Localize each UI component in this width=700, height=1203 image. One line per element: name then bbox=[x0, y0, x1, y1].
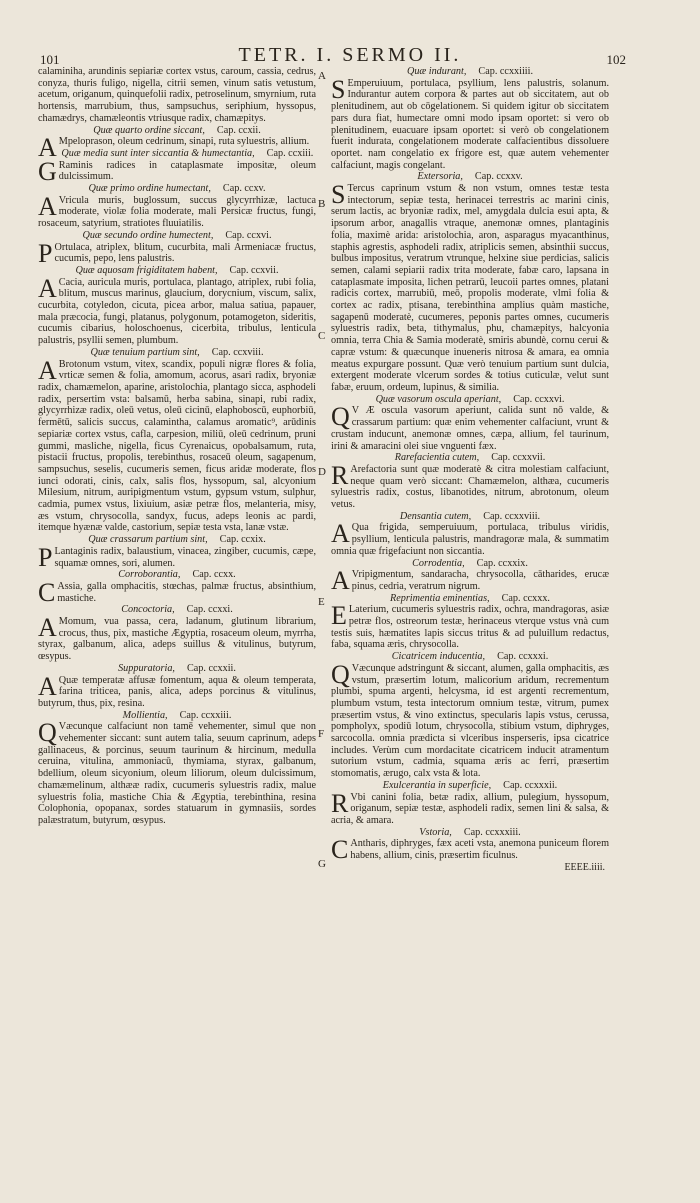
drop-cap: P bbox=[38, 238, 53, 268]
chapter-number: Cap. ccxxix. bbox=[476, 557, 528, 569]
entry-text: Assia, galla omphacitis, stœchas, palmæ fructus, absinthium, mastiche. bbox=[57, 580, 316, 604]
margin-letter: B bbox=[318, 198, 326, 210]
heading-text: Reprimentia eminentias, bbox=[390, 592, 490, 604]
section-heading bbox=[38, 125, 316, 137]
entry-paragraph bbox=[38, 238, 316, 268]
heading-text: Concoctoria, bbox=[121, 604, 175, 616]
entry-paragraph bbox=[331, 566, 609, 596]
heading-text: Quæ tenuium partium sint, bbox=[90, 346, 200, 358]
heading-text: Quæ quarto ordine siccant, bbox=[93, 124, 205, 136]
section-heading bbox=[331, 780, 609, 792]
heading-text: Corroborantia, bbox=[118, 569, 181, 581]
entry-paragraph bbox=[38, 613, 316, 663]
entry-text: Qua frigida, semperuiuum, portulaca, tribulus viridis, psyllium, lenticula palustris, mandragoræ mala, & summatim omnia quæ frigefaciunt non siccantia. bbox=[331, 522, 609, 557]
entry-paragraph bbox=[38, 355, 316, 535]
section-heading bbox=[331, 651, 609, 663]
running-title: TETR. I. SERMO II. bbox=[238, 44, 462, 66]
entry-text: Væcunque calfaciunt non tamē vehementer, simul que non vehementer siccant: sunt autem talia, seuum caprinum, adeps gallinaceus, & porcinus, seuum taurinum & hircinum, medulla ceruina, vitulina, ammoniacū, thymiama, styrax, galbanum, bdellium, oleum sicyonium, oleum liliorum, oleum dulcissimum, chamæmelinum, althææ radix, cucumeris syluestris radix, malue syluestris folia, mastiche Chia & Ægyptia, terebinthina, resina Colophonia, opopanax, sordes statuarum in gymnasiis, sordes palæstratum, butyrum, œsypus. bbox=[38, 721, 316, 826]
heading-text: Quæ aquosam frigiditatem habent, bbox=[75, 264, 218, 276]
section-heading bbox=[331, 66, 609, 78]
section-heading bbox=[38, 183, 316, 195]
entry-text: Brotonum vstum, vitex, scandix, populi nigræ flores & folia, vrticæ semen & folia, amomum, acorus, asari radix, bryoniæ radix, chamæmelon, aparine, aristolochia, plantago sicca, asphodeli radix, persertim vsta: balsamū, herba sabina, sinapi, rubi radix, glycyrrhizæ radix, oleū vetus, oleū cicinū, elaphoboscū, euphorbiū, fermētū, salicis succus, calamintha, calamus aromatic⁹, arūdinis sepiariæ cortex vstus, cafla, carpesion, miliū, oleū cedrinum, pruni gummi, masliche, nigella, ficus Cyrenaicus, opobalsamum, ruta, pistacii fructus, propolis, terebinthus, rosaceū oleum, sagapenum, sampsuchus, seselis, cucumeris semen, ficus aridæ moderate, flos iunci odorati, cinis, calx, salis flos, hyssopum, sal, alcyonium Milesium, nitrum, auripigmentum vstum, gypsum vstum, sulphur, cadmia, pumex vstus, lixiuium, asiæ petræ flos, melanteria, misy, æs vstum, chrysocolla, sandyx, fucus, adeps leonis ac pardi, itemque hyænæ valde, castorium, sepiæ testa vsta, lanæ vstæ. bbox=[38, 358, 316, 534]
margin-letter: E bbox=[318, 596, 325, 608]
chapter-number: Cap. ccxxii. bbox=[186, 662, 236, 674]
entry-text: Tercus caprinum vstum & non vstum, omnes testæ testa intectorum, sepiæ testa, herinacei terrestris ac marini cinis, serum lactis, ac bryoniæ radix, mel, amygdala dulcia esui apta, & ipsorum arbor, anagallis vtraque, anemonæ omnes, plantaginis folia, maximè arida: aristolochia, aron, asparagus myacanthinus, staphis agrestis, asphodeli radix, atriplicis semen, absinthii succus, bulbus impositus, veratrum vtrunque, helxine siue perdicias, salicis semen, calami sepiarii radix trita moderate, fabæ caro, lapsana in cataplasmate imposita, lichen petrarū, leucoii partes omnes, platani radicis cortex, marrubiū, meō, propolis moderate, vlmi folia & cortex ac radix, ptisana, terebinthina amplius quàm mastiche, sagapenū moderatè, cucumeres, peponis partes omnes, cucumeris syluestris radix, beta, tithymalus, phu, chamæpitys, halcyonia omnia, terra Chia & Samia moderatè, smiris abundè, cornu cerui & capræ vstum: & quæcunque inueneris nitrosa & amara, ea omnia meatus expurgare possunt. Quæ verò tenuium partium sunt dulcia, extergent moderate vlcerum sordes & totius cuticulæ, velut sunt fabæ, eruum, ordeum, lupinus, & similia. bbox=[331, 183, 609, 393]
section-heading bbox=[38, 347, 316, 359]
section-heading bbox=[38, 569, 316, 581]
drop-cap: A bbox=[331, 519, 350, 549]
heading-text: Extersoria, bbox=[417, 171, 463, 183]
drop-cap: A bbox=[38, 273, 57, 303]
heading-text: Quæ indurant, bbox=[406, 66, 467, 77]
entry-text: Ortulaca, atriplex, blitum, cucurbita, mali Armeniacæ fructus, cucumis, pepo, lens palustris. bbox=[54, 241, 316, 265]
heading-text: Cicatricem inducentia, bbox=[391, 651, 486, 663]
chapter-number: Cap. ccxx. bbox=[192, 569, 236, 581]
chapter-number: Cap. ccxxv. bbox=[474, 171, 523, 183]
margin-letter: F bbox=[318, 728, 325, 740]
entry-paragraph bbox=[38, 156, 316, 186]
entry-paragraph bbox=[331, 601, 609, 651]
entry-text: Vbi canini folia, betæ radix, allium, pulegium, hyssopum, origanum, sepiæ testæ, asphodeli radix, semen lini & salsa, & acria, & amara. bbox=[331, 791, 609, 826]
chapter-number: Cap. ccxvii. bbox=[229, 264, 279, 276]
heading-text: Vstoria, bbox=[419, 826, 452, 838]
entry-paragraph bbox=[331, 788, 609, 827]
chapter-number: Cap. ccxviii. bbox=[211, 346, 264, 358]
heading-text: Corrodentia, bbox=[412, 557, 465, 569]
heading-text: Quæ primo ordine humectant, bbox=[88, 183, 211, 195]
signature-mark: EEEE.iiii. bbox=[564, 861, 605, 873]
chapter-number: Cap. ccxii. bbox=[216, 124, 261, 136]
entry-text: Lantaginis radix, balaustium, vinacea, zingiber, cucumis, cæpe, squamæ omnes, sori, alumen. bbox=[54, 545, 316, 569]
entry-text: Emperuiuum, portulaca, psyllium, lens palustris, solanum. Indurantur autem corpora & partes aut ob siccitatem, aut ob plenitudinem, aut ob cōgelationem. Si quidem igitur ob siccitatem pars dura fiat, humectare omni modo ipsam oportet: si vero ob plenitudinem, euacuare ipsam oportet: si verò ob congelationem fuerit indurata, congelationem moderate calfacientibus dissoluere oportet. nam congelatio ex frigore est, quæ autem vehementer calfaciunt, magis congelant. bbox=[331, 77, 609, 171]
entry-paragraph bbox=[331, 519, 609, 557]
drop-cap: A bbox=[38, 613, 57, 643]
drop-cap: C bbox=[331, 835, 349, 865]
entry-paragraph bbox=[38, 577, 316, 607]
drop-cap: Q bbox=[331, 402, 350, 432]
heading-text: Suppuratoria, bbox=[118, 662, 175, 674]
entry-paragraph bbox=[331, 460, 609, 511]
entry-text: V Æ oscula vasorum aperiunt, calida sunt nō valde, & crassarum partium: quæ enim vehementer calfaciunt, vrunt & crustam inducunt, anemonæ omnes, cæpa, allium, fel taurinum, irini & amaracini olei siue vnguenti fæx. bbox=[331, 405, 609, 452]
section-heading bbox=[38, 710, 316, 722]
entry-text: Raminis radices in cataplasmate impositæ, oleum dulcissimum. bbox=[58, 159, 316, 183]
margin-letter: C bbox=[318, 330, 326, 342]
heading-text: Mollientia, bbox=[122, 709, 168, 721]
entry-text: Antharis, diphryges, fæx aceti vsta, anemona puniceum florem habens, allium, cinis, præsertim ficulnus. bbox=[350, 838, 609, 862]
drop-cap: A bbox=[331, 566, 350, 596]
drop-cap: R bbox=[331, 788, 349, 818]
drop-cap: P bbox=[38, 542, 53, 572]
entry-paragraph bbox=[38, 191, 316, 230]
section-heading bbox=[38, 534, 316, 546]
drop-cap: Q bbox=[38, 718, 57, 748]
drop-cap: C bbox=[38, 577, 56, 607]
entry-paragraph bbox=[331, 74, 609, 172]
section-heading bbox=[331, 593, 609, 605]
margin-letter: D bbox=[318, 466, 326, 478]
drop-cap: S bbox=[331, 74, 346, 104]
entry-paragraph bbox=[38, 273, 316, 347]
entry-text: Cacia, auricula muris, portulaca, plantago, atriplex, rubi folia, blitum, muscus marinus, glaucium, dorycnium, viscum, salix, cucurbita, cotyledon, cicuta, picea arbor, malua satiua, papauer, mala præcocia, fungi, platanus, polygonum, potamogeton, sideritis, cucumis cibarius, holoschoenus, cicerbita, tribulus, lenticula palustris, psyllii semen, plumbum. bbox=[38, 276, 316, 347]
folio-left: 101 bbox=[40, 52, 60, 67]
chapter-number: Cap. ccxxxii. bbox=[503, 779, 558, 791]
section-heading bbox=[38, 663, 316, 675]
drop-cap: E bbox=[331, 601, 347, 631]
heading-text: Quæ media sunt inter siccantia & humectantia, bbox=[61, 147, 255, 159]
section-heading bbox=[331, 171, 609, 183]
entry-text: Mpeloprason, oleum cedrinum, sinapi, ruta syluestris, allium. bbox=[58, 136, 310, 148]
chapter-number: Cap. ccxxxi. bbox=[497, 651, 549, 663]
chapter-number: Cap. ccxxviii. bbox=[483, 510, 541, 522]
drop-cap: A bbox=[38, 355, 57, 385]
entry-paragraph bbox=[38, 542, 316, 572]
entry-text: Væcunque adstringunt & siccant, alumen, galla omphacitis, æs vstum, præsertim lotum, malicorium aridum, recrementum plumbi, spuma argenti, helcysma, id est argenti recrementum, plumbum vstum, testa intectorum omnium testæ, vitrum, pumex præsertim vstus, & vino extinctus, specularis lapis vstus, cerussa, pompholyx, spodiū lotum, chrysocolla, stibium vstum, diphryges, sarcocolla. omnia prædicta si vlceribus insperseris, ipsa cicatrice includes. Verùm cum mordacitate cicatricem inducit atramentum sutorium vstum, cadmia, squama æris ac ferri, præsertim stomomatis, ærugo, calx vsta & lota. bbox=[331, 662, 609, 780]
heading-text: Quæ vasorum oscula aperiant, bbox=[375, 393, 502, 405]
drop-cap: S bbox=[331, 180, 346, 210]
margin-letter: G bbox=[318, 858, 326, 870]
entry-paragraph bbox=[38, 671, 316, 710]
right-column bbox=[331, 66, 609, 874]
section-heading bbox=[331, 452, 609, 464]
drop-cap: A bbox=[38, 133, 57, 163]
chapter-number: Cap. ccxxvi. bbox=[513, 393, 565, 405]
continued-text: calaminiha, arundinis sepiariæ cortex vstus, caroum, cassia, cedrus, conyza, thuris fuligo, nigella, citrii semen, vinum satis vetustum, acetum, origanum, quinquefolii radix, petroselinum, smyrnium, ruta hortensis, marrubium, thus, sampsuchus, seriphium, hyssopus, chamædrys, chamæleontis vtriusque radix, chamæpitys. bbox=[38, 66, 316, 124]
chapter-number: Cap. ccxxi. bbox=[186, 604, 233, 616]
entry-text: Quæ temperatæ affusæ fomentum, aqua & oleum temperata, farina triticea, panis, alica, adeps porcinus & vitulinus, butyrum, thus, pix, resina. bbox=[38, 674, 316, 709]
heading-text: Exulcerantia in superficie, bbox=[382, 779, 492, 791]
section-heading bbox=[331, 511, 609, 523]
entry-text: Vripigmentum, sandaracha, chrysocolla, cātharides, erucæ pinus, cedria, veratrum nigrum. bbox=[351, 569, 609, 592]
entry-text: Laterium, cucumeris syluestris radix, ochra, mandragoras, asiæ petræ flos, ostreorum testæ, herinaceus vterque vstus vnà cum testis suis, hæmatites lapis siccus tritus & ad puluillum redactus, faba, squama æris, chrysocolla. bbox=[331, 604, 609, 651]
drop-cap: A bbox=[38, 191, 57, 221]
section-heading bbox=[38, 230, 316, 242]
chapter-number: Cap. ccxv. bbox=[222, 183, 266, 195]
drop-cap: G bbox=[38, 156, 57, 186]
chapter-number: Cap. ccxxiiii. bbox=[478, 66, 534, 77]
section-heading bbox=[331, 827, 609, 839]
entry-text: Vricula muris, buglossum, succus glycyrrhizæ, lactuca moderate, violæ folia moderate, mali Persicæ fructus, fungi, rosaceum, satyrium, stratiotes fluuiatilis. bbox=[38, 194, 316, 230]
entry-paragraph bbox=[331, 180, 609, 394]
drop-cap: R bbox=[331, 460, 349, 490]
chapter-number: Cap. ccxvi. bbox=[225, 229, 272, 241]
entry-text: Momum, vua passa, cera, ladanum, glutinum librarium, crocus, thus, pix, mastiche Ægyptia, rosaceum oleum, myrrha, styrax, galbanum, alica, adeps suillus & vitulinus, butyrum, œsypus. bbox=[38, 616, 316, 663]
entry-paragraph bbox=[38, 718, 316, 826]
drop-cap: Q bbox=[331, 659, 350, 689]
section-heading bbox=[38, 604, 316, 616]
chapter-number: Cap. ccxiii. bbox=[266, 147, 314, 159]
heading-text: Densantia cutem, bbox=[399, 510, 472, 522]
section-heading bbox=[331, 558, 609, 570]
heading-text: Quæ crassarum partium sint, bbox=[88, 534, 208, 546]
entry-paragraph bbox=[331, 402, 609, 452]
chapter-number: Cap. ccxix. bbox=[219, 534, 266, 546]
section-heading bbox=[38, 265, 316, 277]
folio-right: 102 bbox=[606, 52, 626, 67]
chapter-number: Cap. ccxxiii. bbox=[179, 709, 232, 721]
margin-letter: A bbox=[318, 70, 326, 82]
section-heading bbox=[38, 148, 316, 160]
entry-paragraph bbox=[331, 835, 609, 865]
chapter-number: Cap. ccxxvii. bbox=[491, 452, 546, 464]
section-heading bbox=[331, 394, 609, 406]
entry-paragraph bbox=[331, 659, 609, 780]
entry-text: Arefactoria sunt quæ moderatè & citra molestiam calfaciunt, neque quam verò siccant: Chamæmelon, althæa, cucumeris syluestris radix, costus, libanotides, nitrum, abrotonum, oleum vetus. bbox=[331, 463, 609, 511]
chapter-number: Cap. ccxxxiii. bbox=[463, 826, 521, 838]
heading-text: Quæ secundo ordine humectent, bbox=[82, 229, 214, 241]
left-column bbox=[38, 66, 316, 827]
chapter-number: Cap. ccxxx. bbox=[501, 592, 550, 604]
heading-text: Rarefacientia cutem, bbox=[394, 452, 480, 464]
drop-cap: A bbox=[38, 671, 57, 701]
